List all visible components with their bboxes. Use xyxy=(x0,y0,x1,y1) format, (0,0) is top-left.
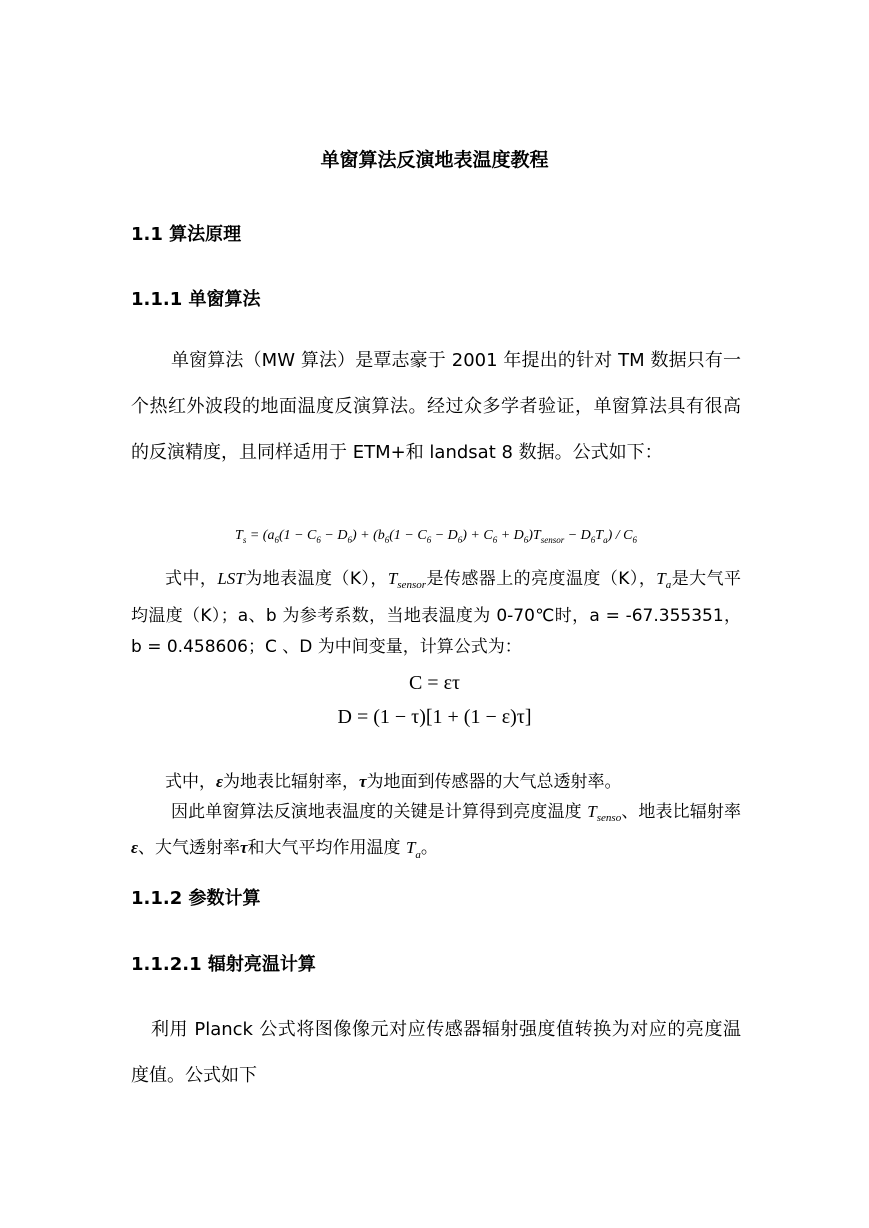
section-heading-1-1: 1.1 算法原理 xyxy=(131,224,242,245)
section-heading-1-1-1: 1.1.1 单窗算法 xyxy=(131,289,261,310)
section-heading-1-1-2: 1.1.2 参数计算 xyxy=(131,888,261,909)
document-title: 单窗算法反演地表温度教程 xyxy=(320,149,549,171)
paragraph-variables: 式中，LST为地表温度（K），$T_{sensor}$是传感器上的亮度温度（K），$T_a$是大气平均温度（K）；a、b 为参考系数，当地表温度为 0-70℃时，a = -67.355351，b = 0.458606；C 、D 为中间变量，计算公式为： xyxy=(131,569,742,658)
paragraph-symbols: 式中，ε为地表比辐射率，τ为地面到传感器的大气总透射率。 xyxy=(165,772,622,792)
paragraph-key-parameters: 因此单窗算法反演地表温度的关键是计算得到亮度温度 $T_{senso}$、地表比辐射率ε、大气透射率τ和大气平均作用温度 $T_a$。 xyxy=(131,802,742,861)
formula-ts: $T_s = (a_6(1 - C_6 - D_6) + (b_6(1 - C_6 - D_6) + C_6 + D_6)T_{sensor} - D_6T_a) / C_6$ xyxy=(235,528,637,545)
equation-d: D = (1 − τ)[1 + (1 − ε)τ] xyxy=(337,706,532,728)
paragraph-planck: 利用 Planck 公式将图像像元对应传感器辐射强度值转换为对应的亮度温度值。公式如下 xyxy=(131,1019,741,1086)
section-heading-1-1-2-1: 1.1.2.1 辐射亮温计算 xyxy=(131,954,316,975)
equation-c: C = ετ xyxy=(408,672,461,694)
paragraph-intro: 单窗算法（MW 算法）是覃志豪于 2001 年提出的针对 TM 数据只有一个热红外波段的地面温度反演算法。经过众多学者验证，单窗算法具有很高的反演精度，且同样适用于 ETM+和 landsat 8 数据。公式如下： xyxy=(131,350,741,463)
